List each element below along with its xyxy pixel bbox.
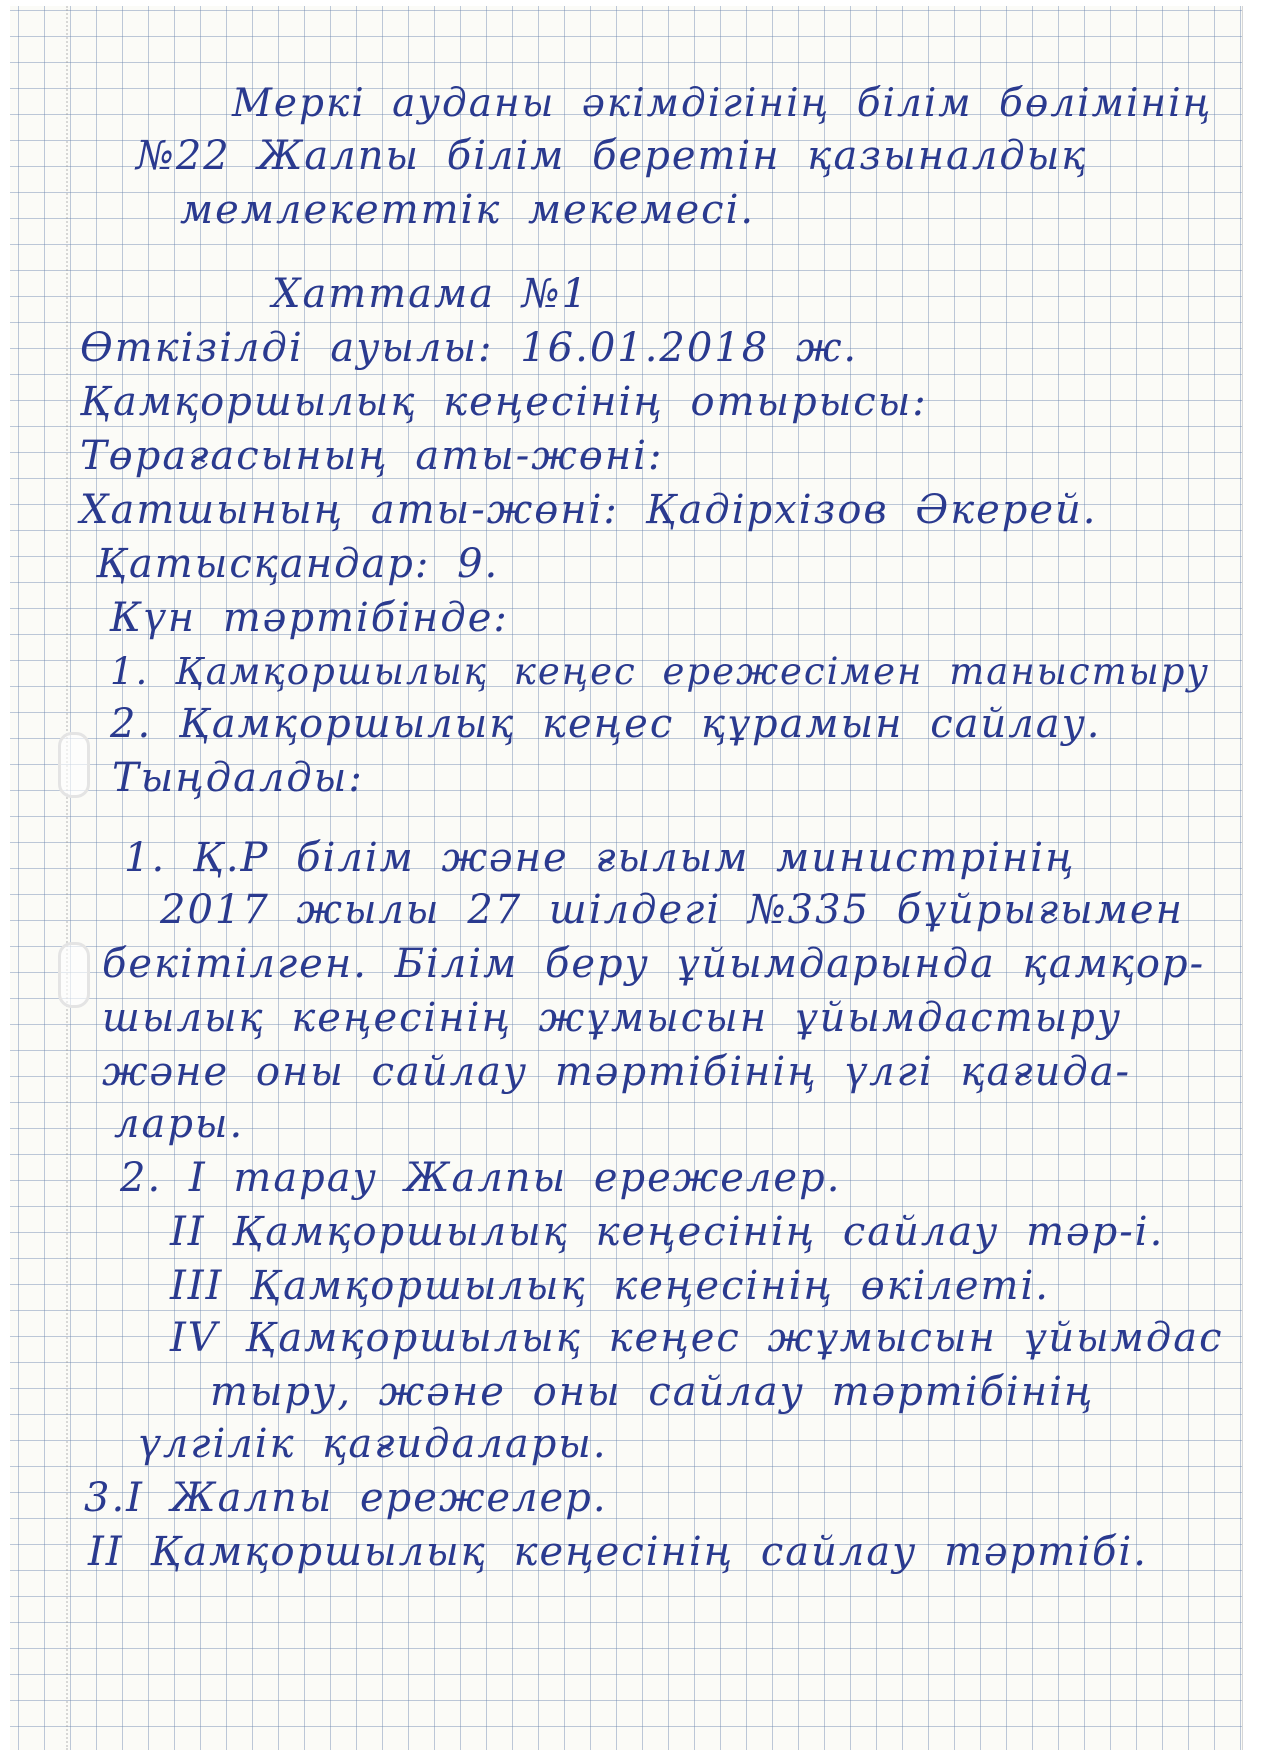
heard-line-11: тыру, және оны сайлау тәртібінің <box>210 1369 1095 1415</box>
header-line-1: Меркі ауданы әкімдігінің білім бөлімінің <box>232 81 1213 126</box>
heard-line-5: және оны сайлау тәртібінің үлгі қағида- <box>102 1049 1132 1095</box>
meeting-date: Өткізілді ауылы: 16.01.2018 ж. <box>80 325 859 371</box>
heard-line-3: бекітілген. Білім беру ұйымдарында қамқор- <box>102 941 1206 987</box>
heard-line-7: 2. I тарау Жалпы ережелер. <box>120 1155 842 1201</box>
heard-line-6: лары. <box>114 1101 245 1147</box>
attendees-count: Қатысқандар: 9. <box>96 541 500 587</box>
document-title: Хаттама №1 <box>272 271 590 317</box>
page-perforation <box>66 6 68 1750</box>
council-meeting: Қамқоршылық кеңесінің отырысы: <box>80 379 928 425</box>
secretary: Хатшының аты-жөні: Қадірхізов Әкерей. <box>80 487 1098 533</box>
heard-line-8: II Қамқоршылық кеңесінің сайлау тәр-і. <box>170 1209 1165 1255</box>
binding-thread-bottom <box>58 942 90 1008</box>
heard-line-1: 1. Қ.Р білім және ғылым министрінің <box>124 835 1076 881</box>
header-line-2: №22 Жалпы білім беретін қазыналдық <box>136 133 1088 179</box>
agenda-item-1: 1. Қамқоршылық кеңес ережесімен таныстыру <box>110 650 1210 693</box>
agenda-heading: Күн тәртібінде: <box>110 595 509 641</box>
chairperson: Төрағасының аты-жөні: <box>80 433 664 479</box>
notebook-page <box>10 6 1242 1750</box>
header-line-3: мемлекеттік мекемесі. <box>180 187 756 233</box>
heard-line-13: 3.I Жалпы ережелер. <box>84 1475 608 1521</box>
heard-line-14: II Қамқоршылық кеңесінің сайлау тәртібі. <box>88 1529 1148 1575</box>
heard-line-2: 2017 жылы 27 шілдегі №335 бұйрығымен <box>160 887 1184 933</box>
heard-heading: Тыңдалды: <box>112 755 364 801</box>
heard-line-12: үлгілік қағидалары. <box>138 1421 608 1467</box>
heard-line-9: III Қамқоршылық кеңесінің өкілеті. <box>170 1263 1050 1309</box>
binding-thread-top <box>58 732 90 798</box>
agenda-item-2: 2. Қамқоршылық кеңес құрамын сайлау. <box>110 701 1102 747</box>
heard-line-10: IV Қамқоршылық кеңес жұмысын ұйымдас <box>170 1315 1224 1361</box>
heard-line-4: шылық кеңесінің жұмысын ұйымдастыру <box>102 995 1123 1041</box>
